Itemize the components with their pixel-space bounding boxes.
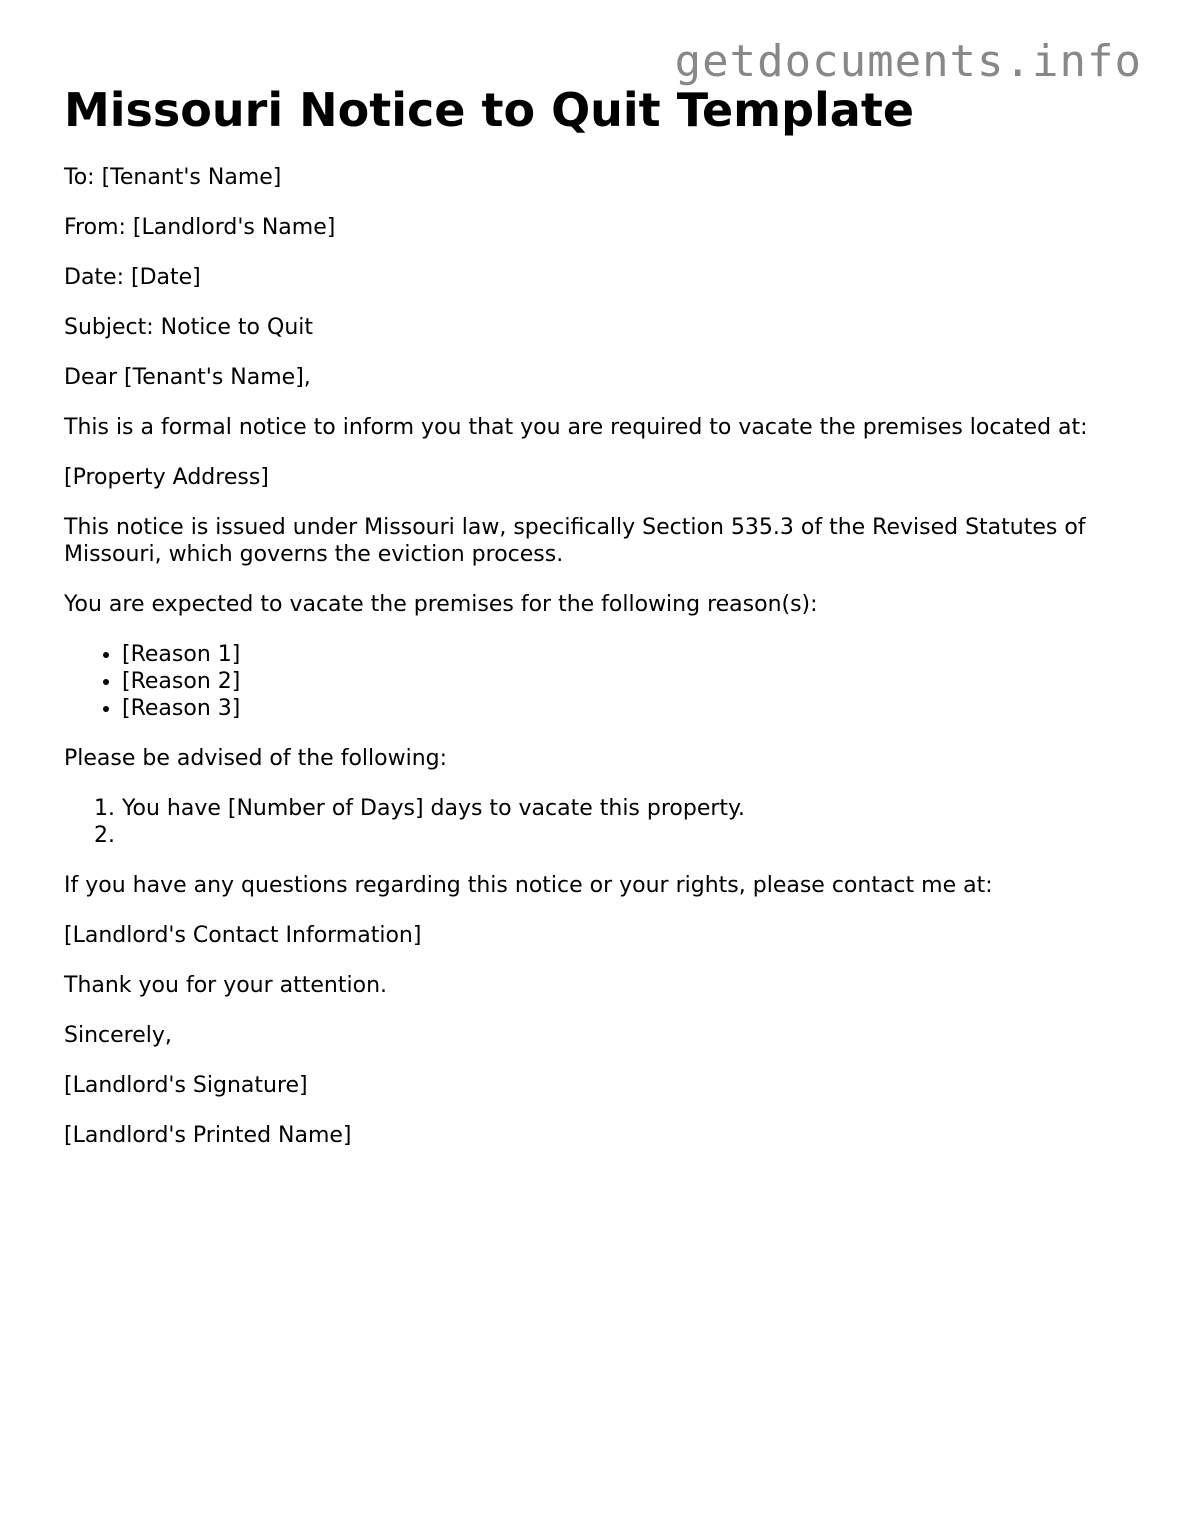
- list-item: • [Reason 2]: [122, 668, 1124, 695]
- printed-name-line: [Landlord's Printed Name]: [64, 1123, 352, 1148]
- legal-basis-paragraph: This notice is issued under Missouri law, specifically Section 535.3 of the Revised Statutes of Missouri, which governs the eviction process.: [64, 515, 1086, 567]
- date-line: Date: [Date]: [64, 265, 201, 290]
- site-watermark: getdocuments.info: [674, 36, 1142, 87]
- advisories-list: [64, 795, 1124, 849]
- to-line: To: [Tenant's Name]: [64, 165, 282, 190]
- reasons-list: [64, 641, 1124, 722]
- contact-info: [Landlord's Contact Information]: [64, 923, 422, 948]
- advised-intro: Please be advised of the following:: [64, 746, 448, 771]
- reasons-intro: You are expected to vacate the premises for the following reason(s):: [64, 592, 818, 617]
- page-title: Missouri Notice to Quit Template: [64, 83, 915, 137]
- notice-document: [64, 80, 1124, 1172]
- closing-line: Sincerely,: [64, 1023, 172, 1048]
- list-item: [122, 822, 1124, 849]
- salutation: Dear [Tenant's Name],: [64, 365, 311, 390]
- thanks-line: Thank you for your attention.: [64, 973, 388, 998]
- property-address: [Property Address]: [64, 465, 269, 490]
- intro-paragraph: This is a formal notice to inform you that you are required to vacate the premises located at:: [64, 415, 1088, 440]
- subject-line: Subject: Notice to Quit: [64, 315, 314, 340]
- from-line: From: [Landlord's Name]: [64, 215, 336, 240]
- signature-line: [Landlord's Signature]: [64, 1073, 308, 1098]
- list-item: • [Reason 3]: [122, 695, 1124, 722]
- questions-paragraph: If you have any questions regarding this notice or your rights, please contact me at:: [64, 873, 993, 898]
- list-item: • [Reason 1]: [122, 641, 1124, 668]
- list-item: 1. You have [Number of Days] days to vacate this property.: [122, 795, 1124, 822]
